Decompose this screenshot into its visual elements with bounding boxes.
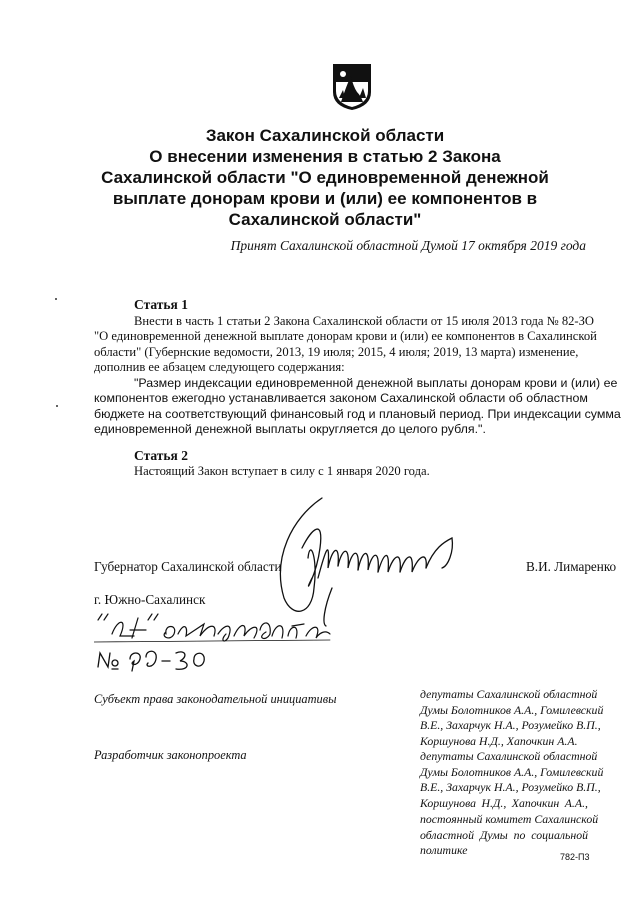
scan-speck bbox=[55, 298, 57, 300]
text-line: постоянный комитет Сахалинской bbox=[420, 811, 599, 826]
text-line: компонентов ежегодно устанавливается законом Сахалинской области об областном bbox=[94, 391, 588, 406]
developer-authors bbox=[420, 749, 604, 859]
text-line: "О единовременной денежной выплате донорам крови и (или) ее компонентов в Сахалинской bbox=[94, 329, 597, 344]
text-line: политике bbox=[420, 843, 468, 858]
law-title bbox=[90, 125, 560, 230]
title-line: Закон Сахалинской области bbox=[205, 126, 445, 145]
title-line: Сахалинской области" bbox=[228, 210, 422, 229]
article-1-paragraph-2 bbox=[94, 376, 621, 438]
text-line: депутаты Сахалинской областной bbox=[420, 687, 598, 701]
text-line: Думы Болотников А.А., Гомилевский bbox=[420, 702, 604, 717]
handwritten-signature bbox=[262, 488, 482, 628]
handwritten-date bbox=[94, 612, 334, 646]
text-line: дополнив ее абзацем следующего содержания: bbox=[94, 360, 345, 375]
text-line: В.Е., Захарчук Н.А., Розумейко В.П., bbox=[420, 718, 601, 733]
developer-label: Разработчик законопроекта bbox=[94, 748, 247, 762]
text-line: Коршунова Н.Д., Хапочкин А.А. bbox=[420, 734, 578, 749]
text-line: Внести в часть 1 статьи 2 Закона Сахалинской области от 15 июля 2013 года № 82-ЗО bbox=[134, 314, 595, 328]
handwritten-law-number bbox=[94, 645, 214, 673]
subject-authors bbox=[420, 687, 604, 750]
text-line: областной Думы по социальной bbox=[420, 827, 588, 842]
title-line: О внесении изменения в статью 2 Закона bbox=[149, 147, 501, 166]
signatory-name: В.И. Лимаренко bbox=[526, 559, 617, 574]
document-code: 782-П3 bbox=[560, 852, 590, 862]
text-line: единовременной денежной выплаты округляется до целого рубля.". bbox=[94, 422, 486, 437]
text-line: В.Е., Захарчук Н.А., Розумейко В.П., bbox=[420, 780, 601, 795]
text-line: бюджете на соответствующий финансовый год и плановый период. При индексации сумма bbox=[94, 406, 621, 421]
text-line: Коршунова Н.Д., Хапочкин А.А., bbox=[420, 796, 588, 811]
article-1-title: Статья 1 bbox=[134, 297, 188, 312]
text-line: "Размер индексации единовременной денежной выплаты донорам крови и (или) ее bbox=[134, 376, 618, 390]
signatory-position: Губернатор Сахалинской области bbox=[94, 559, 282, 574]
adoption-note: Принят Сахалинской областной Думой 17 октября 2019 года bbox=[230, 238, 586, 253]
text-line: Настоящий Закон вступает в силу с 1 января 2020 года. bbox=[134, 464, 430, 478]
article-2-text bbox=[134, 464, 588, 479]
title-line: выплате донорам крови и (или) ее компонентов в bbox=[112, 189, 538, 208]
sakhalin-coat-of-arms-icon bbox=[331, 62, 373, 112]
text-line: Думы Болотников А.А., Гомилевский bbox=[420, 764, 604, 779]
article-1-paragraph-1 bbox=[94, 314, 597, 376]
title-line: Сахалинской области "О единовременной денежной bbox=[101, 168, 549, 187]
subject-label: Субъект права законодательной инициативы bbox=[94, 692, 337, 706]
article-2-title: Статья 2 bbox=[134, 448, 188, 463]
text-line: области" (Губернские ведомости, 2013, 19 июля; 2015, 4 июля; 2019, 13 марта) изменение, bbox=[94, 344, 579, 359]
text-line: депутаты Сахалинской областной bbox=[420, 749, 598, 763]
city-of-signing: г. Южно-Сахалинск bbox=[94, 592, 206, 607]
scan-speck bbox=[56, 405, 58, 407]
